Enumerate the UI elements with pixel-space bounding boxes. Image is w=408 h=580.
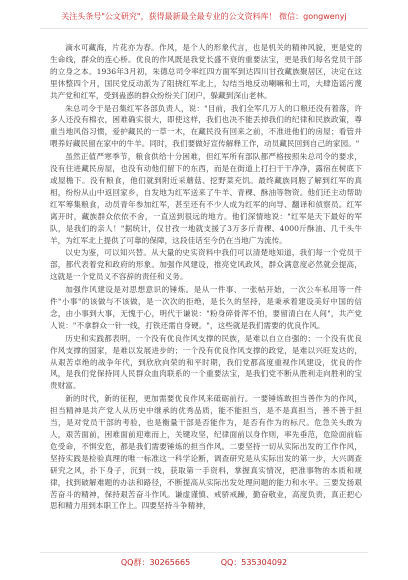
footer-qq-group: QQ群：30265665: [120, 558, 191, 567]
paragraph: 新的时代，新的征程，更加需要优良作风来砥砺前行。一要锤炼敢担当善作为的作风，担当精神是共产党人从历史中继承的优秀品质，能不能担当，是不是真担当，善不善于担当，是对党员干部的考验，也是衡量干部是否能作为，是否有作为的标尺。危急关头敢为人，艰苦面前，困难面前迎难而上，关键攻坚，纪律面前以身作则，率先垂范，危险面前临危受命，不惧安危，都是我们需要锤炼的担当作风。二要坚持一切从实际出发的工作作风，坚持实践是检验真理的唯一标准这一科学论断，调查研究是从实际出发的第一步，大兴调查研究之风，扑下身子，沉到一线，获取第一手资料，掌握真实情况，把准事物的本质和规律，找到破解难题的办法和路径，不断提高从实际出发处理问题的能力和水平。三要发扬艰苦奋斗的精神，保持艰苦奋斗作风。谦虚谨慎、戒骄戒躁，勤奋敬业，高度负责，真正把心思和精力用到本职工作上。四要坚持斗争精神，: [50, 394, 362, 511]
document-body: [50, 42, 362, 550]
paragraph: 加强作风建设是对思想意识的锤炼。是从一件事、一张帖开始，一次公车私用等一件件"小事"的该做与不该做，是一次次的拒绝，是长久的坚持，是秉承着建设美好中国的信念，由小事到大事，无愧于心，明代于谦说："粉身碎骨浑不怕，要留清白在人间"，共产党人说："不拿群众一针一线，打铁还需自身硬。"，这些就是我们需要的优良作风。: [50, 285, 362, 330]
paragraph: 以史为鉴，可以知兴替。从大量的史实资料中我们可以清楚地知道，我们每一个党员干部，都代表着党和政府的形象。加强作风建设，推亮党风政风，群众满意度必然就会提高，这就是一个党员义不容辞的责任和义务。: [50, 248, 362, 282]
banner-wechat-contact: 微信：gongwenyj: [279, 12, 347, 21]
paragraph: 滴水可藏海，片花亦为春。作风，是个人的形象代言，也是机关的精神风貌，更是党的生命线，群众的连心桥。优良的作风既是我党长盛不衰的重要法宝，更是我们每名党员干部的立身之本。1936年3月初，朱德总司令率红四方面军到达四川甘孜藏族聚居区，决定在这里休整四个月，国民党反动派为了阻挠红军北上，勾结当地反动喇嘛和土司，大肆造谣污蔑共产党和红军，受到蛊惑的群众纷纷关门闭户，躲藏到深山老林。: [50, 43, 362, 100]
footer-qq-number: QQ：535304092: [220, 558, 288, 567]
paragraph: 虽然正值严寒季节，粮食供给十分困难，但红军所有部队都严格按照朱总司令的要求，没有住进藏民房屋，也没有动他们留下的东西，而是在街道上打扫干干净净，露宿在树底下或屋檐下。没有粮食，他们就到附近采蘑菇、挖野菜充饥。最终藏族同胞了解到红军的真相，纷纷从山中返回家乡，自发地为红军送来了牛羊、青稞、酥油等物资。他们还主动帮助红军筹集粮食，动员青年参加红军，甚至还有不少人成为红军的向导、翻译和侦察员。红军离开时，藏族群众依依不舍，一直送到很远的地方。他们深情地说："红军是天下最好的军队，是我们的亲人！"据统计，仅甘孜一地就支援了3万多斤青稞、4000斤酥油、几千头牛羊，为红军北上提供了可靠的保障，这段佳话至今仍在当地广为流传。: [50, 152, 362, 245]
banner-promo-text: 关注头条号"公文研究"，获得最新最全最专业的公文资料库！: [61, 12, 277, 21]
top-banner: [40, 6, 368, 29]
paragraph: 朱总司令于是召集红军各部负责人，说："目前，我们全军几万人的口粮还没有着落，许多人还没有棉衣，困难确实很大，即使这样，我们也决不能丢掉我们的纪律和民族政策，尊重当地风俗习惯，爱护藏民的一草一木，在藏民没有回来之前，不准进他们的房屋；看管并喂养好藏民留在家中的牛羊。同时，我们要做好宣传解释工作，动员藏民回到自己的家园。": [50, 103, 362, 149]
paragraph: 历史和实践都表明，一个没有优良作风支撑的民族，是难以自立自强的；一个没有优良作风支撑的国家，是难以发展进步的；一个没有优良作风支撑的政党，是难以兴旺发达的，从艰苦卓绝的战争年代，到欣欣向荣的和平时期，我们党都高度重视作风建设，优良的作风，是我们党保持同人民群众血肉联系的一个重要法宝，是我们党不断从胜利走向胜利的宝贵财富。: [50, 333, 362, 391]
footer-contact-bar: [40, 552, 368, 573]
